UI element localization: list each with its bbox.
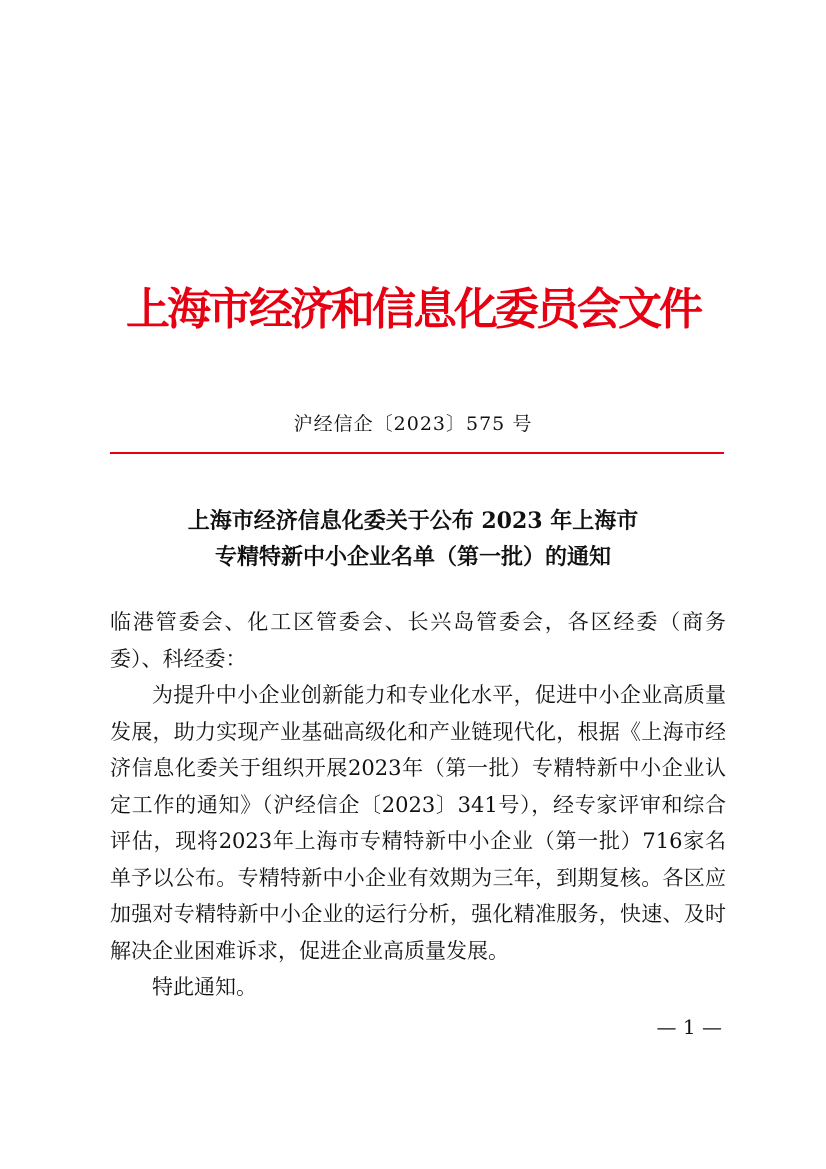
header-red-rule <box>110 452 724 454</box>
closing-line: 特此通知。 <box>152 975 257 999</box>
document-header-title: 上海市经济和信息化委员会文件 <box>126 284 700 335</box>
notice-title-line-1: 上海市经济信息化委关于公布 2023 年上海市 <box>187 508 639 534</box>
addressee: 临港管委会、化工区管委会、长兴岛管委会，各区经委（商务委）、科经委： <box>110 610 726 671</box>
notice-title-line-2: 专精特新中小企业名单（第一批）的通知 <box>214 544 611 570</box>
document-number: 沪经信企〔2023〕575 号 <box>293 413 533 435</box>
body-paragraph: 为提升中小企业创新能力和专业化水平，促进中小企业高质量发展，助力实现产业基础高级化和产业链现代化，根据《上海市经济信息化委关于组织开展2023年（第一批）专精特新中小企业认定工作的通知》（沪经信企〔2023〕341号），经专家评审和综合评估，现将2023年上海市专精特新中小企业（第一批）716家名单予以公布。专精特新中小企业有效期为三年，到期复核。各区应加强对专精特新中小企业的运行分析，强化精准服务，快速、及时解决企业困难诉求，促进企业高质量发展。 <box>110 683 726 963</box>
page-number: — 1 — <box>656 1015 722 1039</box>
notice-body <box>110 604 726 1006</box>
notice-title <box>110 503 716 575</box>
